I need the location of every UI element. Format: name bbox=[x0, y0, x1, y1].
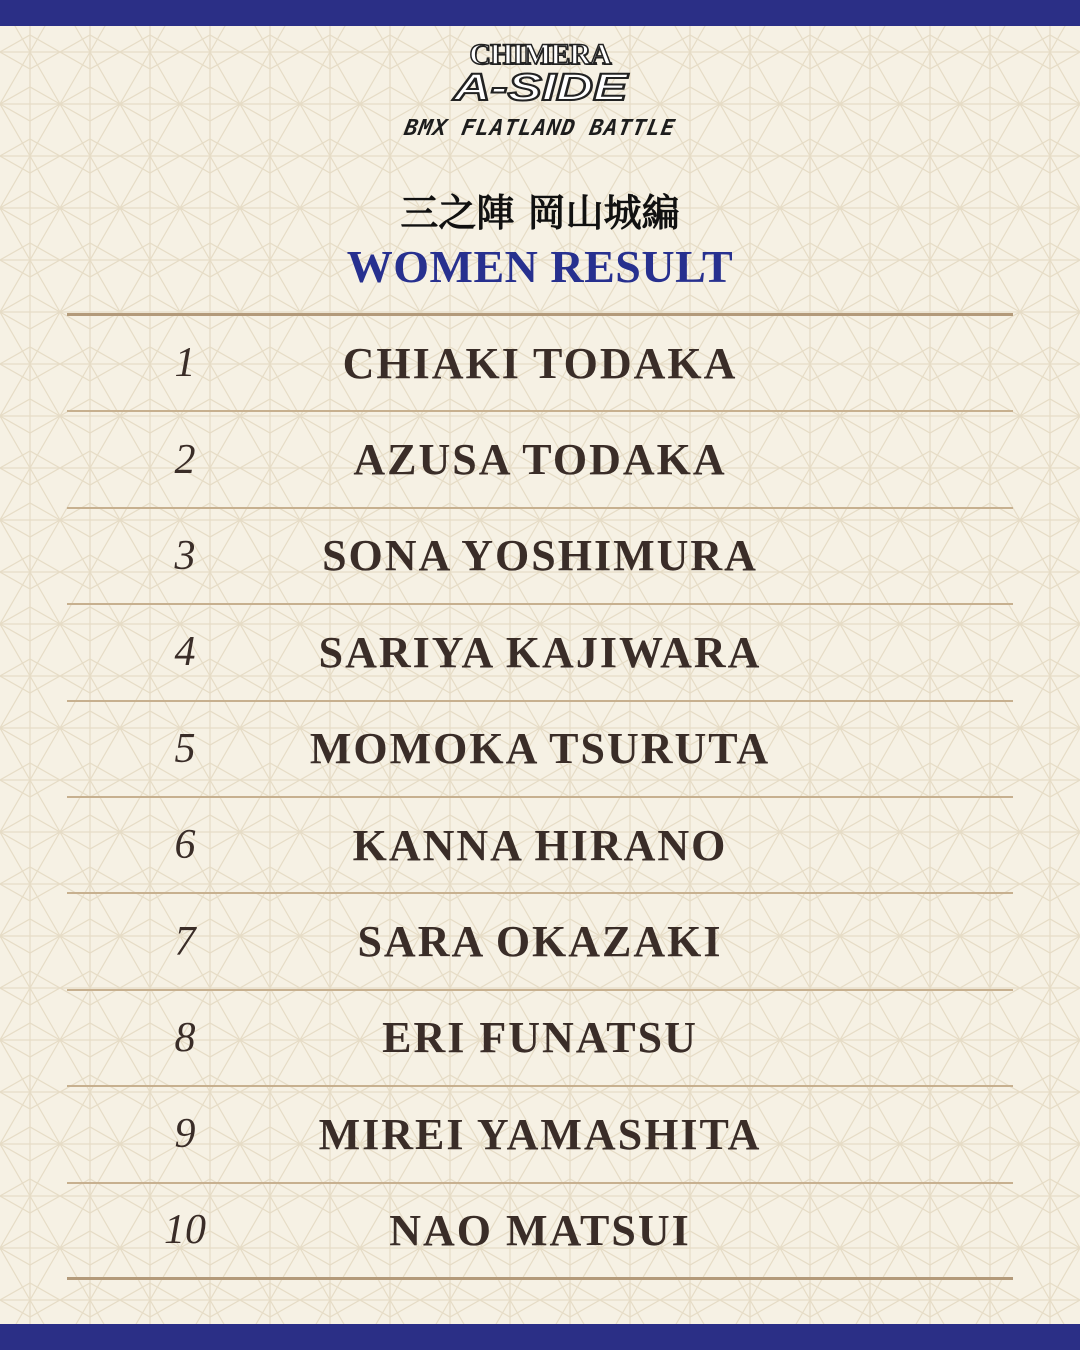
rider-name: SARIYA KAJIWARA bbox=[318, 627, 762, 677]
table-row bbox=[67, 991, 1013, 1087]
rank-number: 5 bbox=[174, 725, 196, 772]
rider-name: MOMOKA TSURUTA bbox=[309, 724, 771, 774]
event-title-jp: 三之陣 岡山城編 bbox=[400, 190, 680, 235]
rider-name: NAO MATSUI bbox=[389, 1205, 691, 1255]
rider-name: SARA OKAZAKI bbox=[357, 917, 723, 967]
rank-number: 8 bbox=[174, 1014, 196, 1061]
table-row bbox=[67, 702, 1013, 798]
table-row bbox=[67, 894, 1013, 990]
results-table bbox=[67, 313, 1013, 1280]
table-row bbox=[67, 1184, 1013, 1280]
table-row bbox=[67, 605, 1013, 701]
table-row bbox=[67, 798, 1013, 894]
top-color-band bbox=[0, 0, 1080, 26]
rank-number: 7 bbox=[174, 918, 196, 965]
rank-number: 4 bbox=[174, 629, 196, 676]
logo-tagline: BMX FLATLAND BATTLE bbox=[402, 116, 678, 141]
rider-name: SONA YOSHIMURA bbox=[322, 531, 758, 581]
rank-number: 2 bbox=[174, 436, 196, 483]
bottom-color-band bbox=[0, 1324, 1080, 1350]
rank-number: 1 bbox=[174, 340, 196, 387]
logo-aside-text: A-SIDE bbox=[453, 67, 627, 109]
result-title: WOMEN RESULT bbox=[346, 241, 734, 292]
rank-number: 3 bbox=[174, 532, 196, 579]
table-row bbox=[67, 1087, 1013, 1183]
table-row bbox=[67, 509, 1013, 605]
logo-chimera-text: CHIMERA bbox=[469, 38, 611, 71]
rider-name: MIREI YAMASHITA bbox=[318, 1109, 762, 1159]
rider-name: ERI FUNATSU bbox=[382, 1013, 698, 1063]
rider-name: AZUSA TODAKA bbox=[353, 435, 727, 485]
rank-number: 6 bbox=[174, 822, 196, 869]
rank-number: 9 bbox=[174, 1111, 196, 1158]
rank-number: 10 bbox=[164, 1207, 206, 1254]
table-row bbox=[67, 316, 1013, 412]
rider-name: CHIAKI TODAKA bbox=[342, 338, 738, 388]
table-row bbox=[67, 412, 1013, 508]
event-logo bbox=[0, 38, 1080, 141]
rider-name: KANNA HIRANO bbox=[352, 820, 728, 870]
